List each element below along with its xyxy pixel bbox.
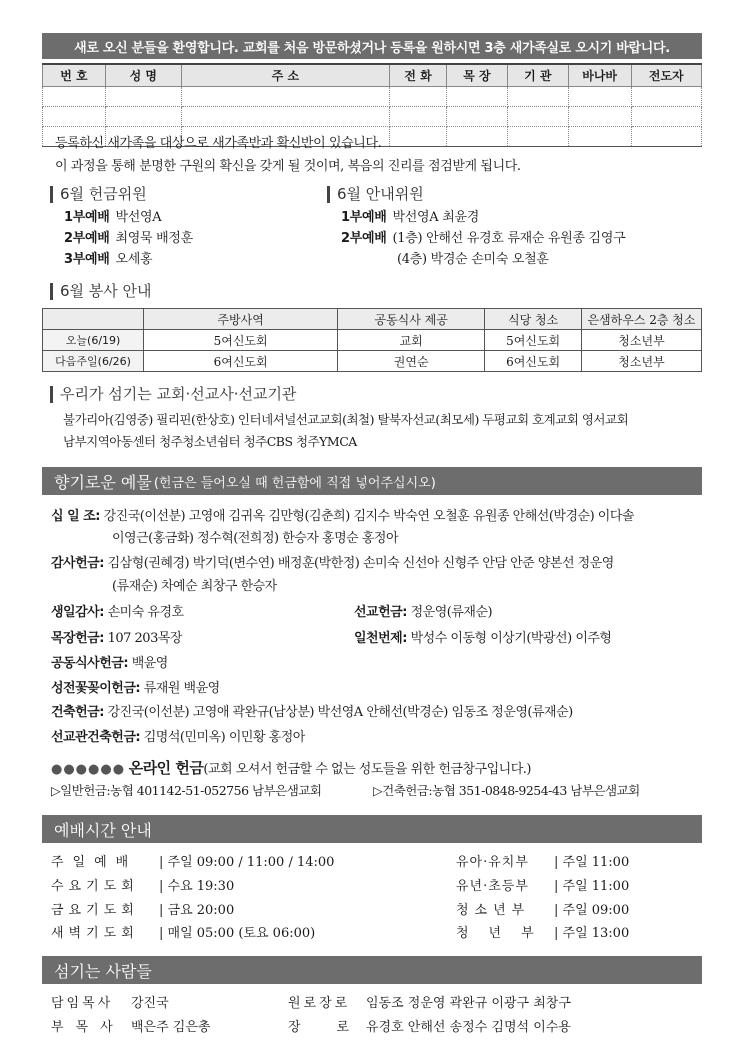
usher-committee-row: (4층) 박경순 손미숙 오철훈 <box>397 252 549 267</box>
service-header-kitchen: 주방사역 <box>144 309 338 330</box>
newfamily-note-2: 이 과정을 통해 분명한 구원의 확신을 갖게 될 것이며, 복음의 진리를 점검받게 됩니다. <box>55 159 521 174</box>
offerings-subtitle: (헌금은 들어오실 때 헌금함에 직접 넣어주십시오) <box>153 475 436 491</box>
service-header-meal: 공동식사 제공 <box>338 309 485 330</box>
online-building-account: ▷건축헌금:농협 351-0848-9254-43 남부은샘교회 <box>373 783 640 798</box>
worship-row: 청년부| 주일 13:00 <box>456 926 630 941</box>
reg-header-number: 번 호 <box>43 64 106 87</box>
worship-times-title: 예배시간 안내 <box>54 820 152 840</box>
online-offering-heading <box>51 757 531 778</box>
cell-offering: 목장헌금: 107 203목장 <box>51 631 182 646</box>
service-row: 오늘(6/19) 5여신도회 교회 5여신도회 청소년부 <box>43 330 702 351</box>
missions-line-1: 불가리아(김영중) 필리핀(한상호) 인터네셔널선교교회(최철) 탈북자선교(최모세) 두평교회 호계교회 영서교회 <box>63 412 629 427</box>
elders-emeritus-row: 원로장로 임동조 정운영 곽완규 이광구 최창구 <box>288 996 571 1011</box>
service-row: 다음주일(6/26) 6여신도회 권연순 6여신도회 청소년부 <box>43 351 702 372</box>
offering-committee-title: 6월 헌금위원 <box>50 186 147 203</box>
reg-header-dept: 기 관 <box>507 64 568 87</box>
worship-times-bar <box>42 815 702 843</box>
building-offering: 건축헌금: 강진국(이선분) 고영애 곽완규(남상분) 박선영A 안해선(박경순) 임동조 정운영(류재순) <box>51 705 573 720</box>
reg-header-address: 주 소 <box>181 64 389 87</box>
servants-title: 섬기는 사람들 <box>54 961 152 981</box>
offering-committee-row: 2부예배 최영묵 배정훈 <box>64 231 193 246</box>
meal-offering: 공동식사헌금: 백윤영 <box>51 656 168 671</box>
service-title: 6월 봉사 안내 <box>50 283 152 300</box>
mission-offering: 선교헌금: 정운영(류재순) <box>354 605 493 620</box>
birthday-offering: 생일감사: 손미숙 유경호 <box>51 605 184 620</box>
usher-committee-title: 6월 안내위원 <box>327 186 424 203</box>
worship-row: 유아·유치부 | 주일 11:00 <box>456 855 630 870</box>
elders-row: 장로유경호 안해선 송정수 김명석 이수용 <box>288 1020 571 1035</box>
worship-row: 주일예배 | 주일 09:00 / 11:00 / 14:00 <box>51 855 335 870</box>
worship-row: 청소년부 | 주일 09:00 <box>456 903 630 918</box>
worship-row: 유년·초등부 | 주일 11:00 <box>456 879 630 894</box>
online-dots-icon: ●●●●●● <box>51 762 126 777</box>
reg-header-evangelist: 전도자 <box>631 64 701 87</box>
worship-row: 새벽기도회 | 매일 05:00 (토요 06:00) <box>51 926 316 941</box>
service-header-blank <box>43 309 144 330</box>
online-offering-title: 온라인 헌금 <box>128 759 204 777</box>
thanks-line-1: 감사헌금: 김삼형(권혜경) 박기덕(변수연) 배정훈(박한정) 손미숙 신선아 신형주 안담 안준 양본선 정운영 <box>51 556 614 571</box>
tithe-line-1: 십 일 조: 강진국(이선분) 고영애 김귀옥 김만형(김춘희) 김지수 박숙연 오철훈 유원종 안해선(박경순) 이다솔 <box>51 509 634 524</box>
reg-header-name: 성 명 <box>105 64 181 87</box>
flower-offering: 성전꽃꽂이헌금: 류재원 백윤영 <box>51 681 220 696</box>
worship-row: 금요기도회 | 금요 20:00 <box>51 903 235 918</box>
usher-committee-row: 1부예배 박선영A 최윤경 <box>341 210 479 225</box>
associate-pastor-row: 부목사 백은주 김은총 <box>51 1020 211 1035</box>
welcome-banner: 새로 오신 분들을 환영합니다. 교회를 처음 방문하셨거나 등록을 원하시면 3층 새가족실로 오시기 바랍니다. <box>42 33 702 59</box>
thanks-line-2: (류재순) 차예순 최창구 한승자 <box>112 579 277 594</box>
online-general-account: ▷일반헌금:농협 401142-51-052756 남부은샘교회 <box>51 783 322 798</box>
reg-header-phone: 전 화 <box>390 64 447 87</box>
offering-committee-row: 1부예배 박선영A <box>64 210 162 225</box>
missions-line-2: 남부지역아동센터 청주청소년쉼터 청주CBS 청주YMCA <box>63 434 357 449</box>
service-table <box>42 308 702 372</box>
mission-building-offering: 선교관건축헌금: 김명석(민미옥) 이민황 홍정아 <box>51 730 305 745</box>
offerings-title: 향기로운 예물 <box>54 472 152 492</box>
offering-committee-row: 3부예배 오세홍 <box>64 252 153 267</box>
servants-bar <box>42 956 702 984</box>
reg-header-barnabas: 바나바 <box>568 64 631 87</box>
senior-pastor-row: 담임목사 강진국 <box>51 996 169 1011</box>
service-header-house: 은샘하우스 2층 청소 <box>581 309 701 330</box>
usher-committee-row: 2부예배 (1층) 안해선 유경호 류재순 유원종 김영구 <box>341 231 626 246</box>
missions-title: 우리가 섬기는 교회·선교사·선교기관 <box>50 386 296 403</box>
offerings-bar <box>42 467 702 495</box>
reg-header-cell: 목 장 <box>447 64 508 87</box>
online-offering-desc: (교회 오셔서 헌금할 수 없는 성도들을 위한 헌금창구입니다.) <box>203 762 531 777</box>
service-header-cleaning: 식당 청소 <box>485 309 582 330</box>
reg-empty-row[interactable] <box>43 107 702 127</box>
reg-empty-row[interactable] <box>43 87 702 107</box>
tithe-line-2: 이영근(홍금화) 정수혁(전희정) 한승자 홍명순 홍정아 <box>112 531 399 546</box>
worship-row: 수요기도회 | 수요 19:30 <box>51 879 235 894</box>
ilcheon-offering: 일천번제: 박성수 이동형 이상기(박광선) 이주형 <box>354 631 612 646</box>
newfamily-note-1: 등록하신 새가족을 대상으로 새가족반과 확신반이 있습니다. <box>55 136 382 151</box>
